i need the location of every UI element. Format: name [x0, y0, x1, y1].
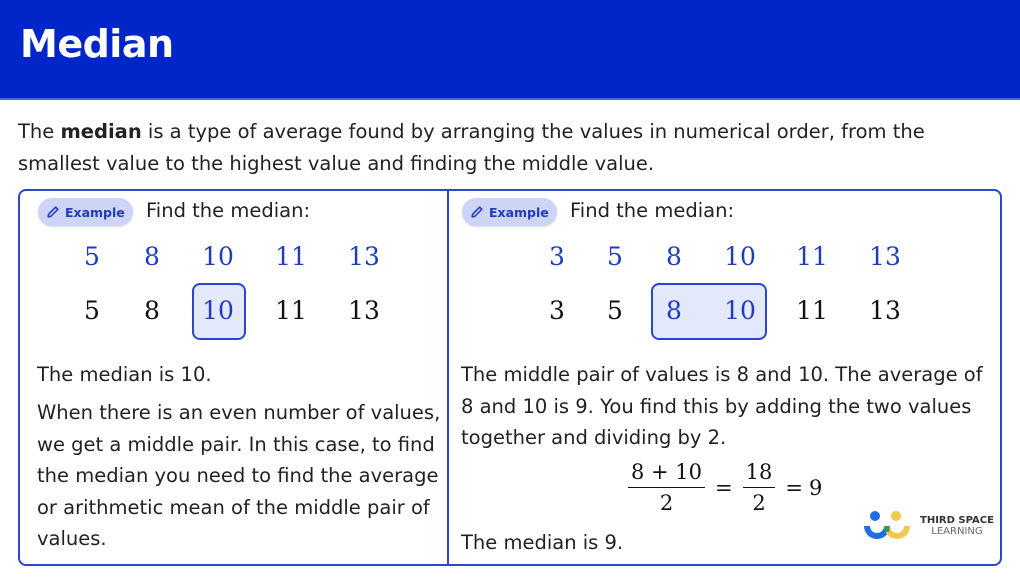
- ex2-ordered-value: 13: [869, 296, 901, 325]
- panel-divider: [447, 189, 449, 566]
- ex2-ordered-value-middle: 10: [724, 296, 756, 325]
- example-2-prompt: Find the median:: [570, 199, 735, 222]
- ex2-unordered-value: 3: [549, 242, 565, 271]
- fraction-denominator: 2: [752, 491, 766, 515]
- logo-line-1: THIRD SPACE: [920, 515, 994, 526]
- ex1-result-text: The median is 10.: [37, 363, 212, 386]
- ex1-unordered-value: 13: [348, 242, 380, 271]
- ex2-ordered-value: 3: [549, 296, 565, 325]
- equals-sign: =: [785, 476, 803, 500]
- ex1-ordered-value: 13: [348, 296, 380, 325]
- third-space-learning-logo: [862, 510, 994, 542]
- logo-line-2: LEARNING: [931, 526, 983, 537]
- ex2-unordered-value: 10: [724, 242, 756, 271]
- ex1-ordered-value: 8: [144, 296, 160, 325]
- equals-sign: =: [715, 476, 733, 500]
- ex2-explanation-text: The middle pair of values is 8 and 10. The average of 8 and 10 is 9. You find this by adding the two values together and dividing by 2.: [461, 363, 983, 449]
- logo-mark-icon: [862, 510, 912, 542]
- page-title: Median: [20, 22, 174, 66]
- ex1-ordered-value-median: 10: [202, 296, 234, 325]
- intro-text: [18, 116, 1008, 180]
- ex2-unordered-value: 5: [607, 242, 623, 271]
- intro-prefix: The: [18, 120, 61, 143]
- logo-text: [920, 515, 994, 537]
- fraction-denominator: 2: [659, 491, 674, 515]
- example-1-prompt: Find the median:: [146, 199, 311, 222]
- fraction-numerator: 18: [743, 460, 776, 488]
- ex2-unordered-value: 13: [869, 242, 901, 271]
- fraction-total: [743, 460, 776, 516]
- ex2-ordered-value: 5: [607, 296, 623, 325]
- fraction-sum: [628, 460, 705, 516]
- calculation-result: 9: [808, 476, 823, 500]
- ex1-ordered-value: 11: [275, 296, 307, 325]
- pencil-icon: [46, 205, 60, 219]
- ex1-unordered-value: 8: [144, 242, 160, 271]
- ex1-explanation-text: When there is an even number of values, we get a middle pair. In this case, to find the median you need to find the average or arithmetic mean of the middle pair of values.: [37, 401, 441, 550]
- ex1-unordered-value: 5: [84, 242, 100, 271]
- intro-bold-term: median: [60, 120, 142, 143]
- ex2-ordered-value-middle: 8: [666, 296, 682, 325]
- ex1-unordered-value: 11: [275, 242, 307, 271]
- intro-suffix: is a type of average found by arranging the values in numerical order, from the smallest value to the highest value and finding the middle value.: [18, 120, 925, 175]
- fraction-numerator: 8 + 10: [628, 460, 705, 488]
- ex1-unordered-value: 10: [202, 242, 234, 271]
- badge-label: Example: [489, 204, 549, 220]
- example-badge-2: [462, 198, 557, 226]
- ex2-unordered-value: 8: [666, 242, 682, 271]
- ex2-unordered-value: 11: [796, 242, 828, 271]
- pencil-icon: [470, 205, 484, 219]
- header-banner: [0, 0, 1020, 100]
- ex2-conclusion-text: The median is 9.: [461, 531, 624, 554]
- ex1-ordered-value: 5: [84, 296, 100, 325]
- median-calculation: [624, 460, 822, 516]
- badge-label: Example: [65, 204, 125, 220]
- ex2-ordered-value: 11: [796, 296, 828, 325]
- example-badge-1: [38, 198, 133, 226]
